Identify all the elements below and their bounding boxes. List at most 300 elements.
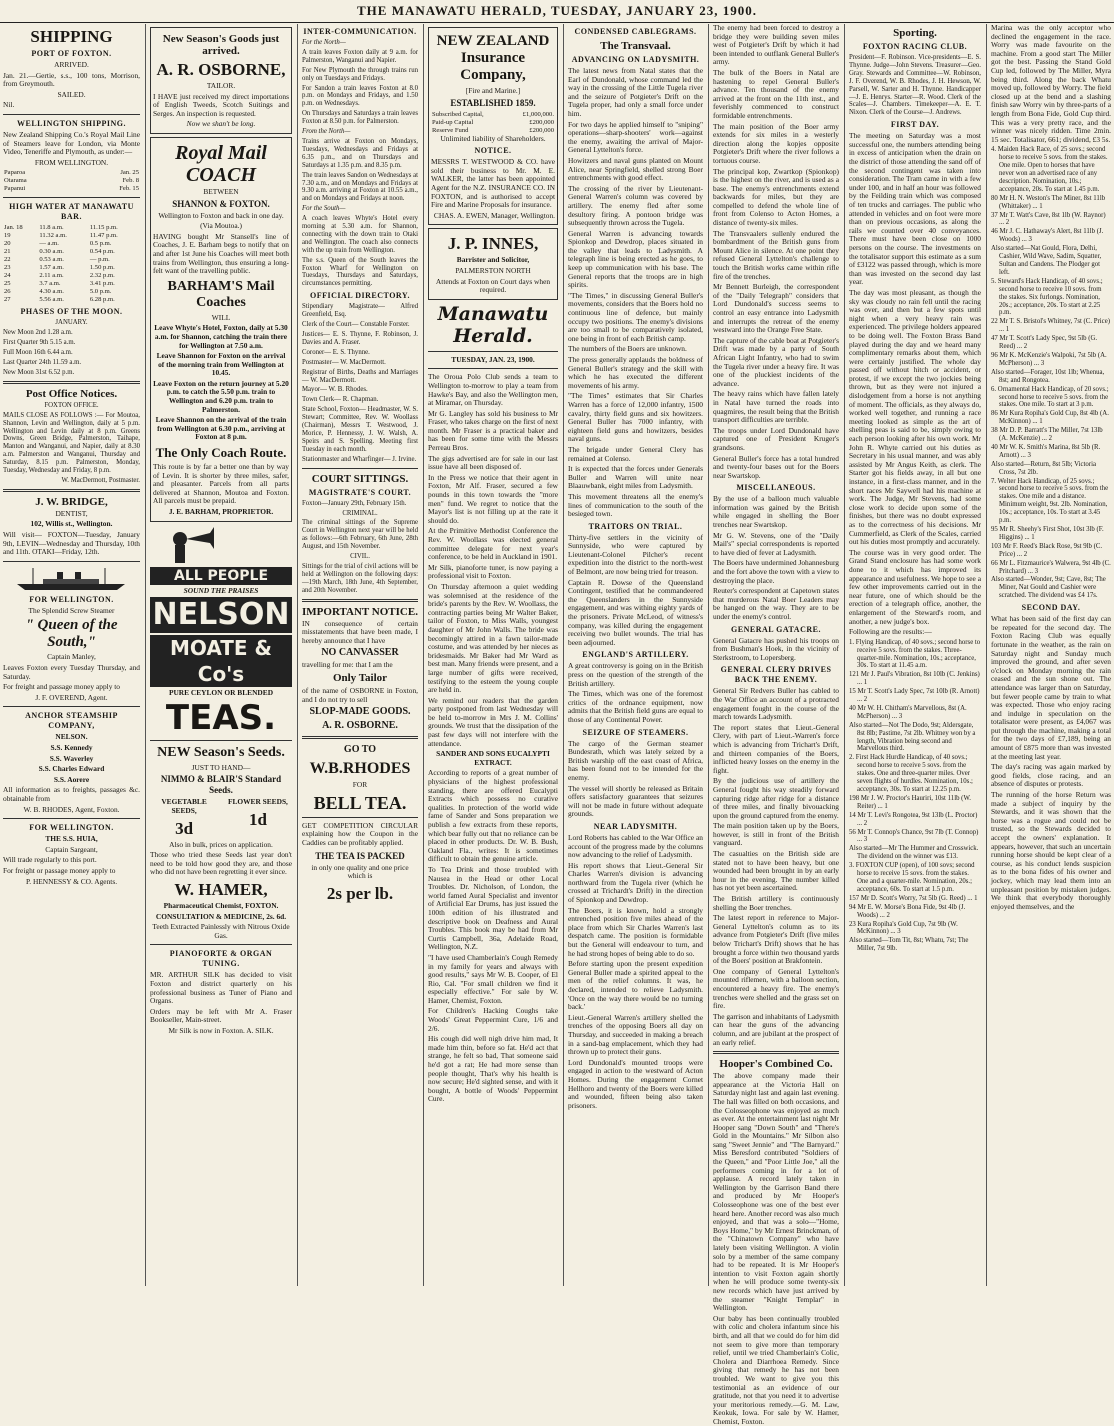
- barham-line: Leave Foxton on the return journey at 5.20 p.m. to catch the 5.50 p.m. train to Wellington and 6.20 p.m. train to Palmerston.: [153, 378, 289, 414]
- article-paragraph: His report shows that Lieut.-General Sir Charles Warren's division is advancing northward from the Tugela river (which he crossed at Trichardt's Drift) in the direction of Spionkop and Dewdrop.: [568, 860, 703, 905]
- important-notice-title: IMPORTANT NOTICE.: [302, 605, 418, 618]
- article-paragraph: Marina was the only acceptor who declined the engagement in the race. Worry was made favourite on the machine. From a good start The Miller got the best. Passing the Stand Gold Cup led, followed by The Miller, Myra being third. Along the back Whatu moved up, followed by Worry. The field closed up at the bend and a slashing finish saw Worry win by three-parts of a length from Bona Fide, Gold Cup third. This was a very pretty race, and the winner was nicely ridden. Time 2min. 15 sec. Totalisator, 661; dividend, £3 5s.: [991, 23, 1111, 144]
- divider: [428, 368, 558, 369]
- race-result: Also started—Return, 8st 5lb; Victoria Cross, 7st 2lb.: [991, 460, 1096, 476]
- directory-holder: E. S. Thynne.: [332, 348, 370, 356]
- tide-cell: 2.32 p.m.: [89, 272, 115, 280]
- divider: [302, 599, 418, 602]
- table-row: [3, 256, 140, 264]
- competition-text: GET COMPETITION CIRCULAR explaining how the Coupon in the Caddies can be profitably applied.: [302, 820, 418, 847]
- article-paragraph: The bulk of the Boers in Natal are hastening to repel General Buller's advance. Ten thousand of the enemy arrived at the front on the 11th inst., and feverishly commenced to construct formidable entrenchments.: [713, 67, 839, 120]
- only-tailor: Only Tailor: [332, 671, 388, 684]
- only-coach-text: This route is by far a better one than by way of Levin. It is shorter by three miles, safer, and pleasanter. Parcels from all parts delivered at Shannon, Moutoa and Foxton. All parcels must be prepaid.: [153, 462, 289, 506]
- article-paragraph: The principal kop, Zwartkop (Spionkop) is the highest on the river, and is used as a base. The enemy's entrenchments extend backwards for miles, but they are compelled to defend the whole line of front from Colenso to Acton Homes, a distance of twenty-six miles.: [713, 166, 839, 228]
- moon-line: Last Quarter 24th 11.59 a.m.: [3, 358, 82, 366]
- tide-table: [3, 224, 140, 304]
- article-paragraph: The day was most pleasant, as though the sky was cloudy no rain fell until the racing was over, and then but a few spots until night when a very heavy rain was experienced. The privilege holders appeared to be doing well. The Foxton Brass Band played during the day and we heard many complimentary remarks about them, which were certainly justified. The whole day passed off without hitch or accident, or protest, if we except the two jockies being thrown, but as they were not injured a dislodgement from a horse is not anything of moment. The officials, as they always do, worked well together, and running a race meeting looked as simple as the art of shelling peas is said to be, simply owing to each person looking after his own work. Mr John R. Whyte carried out his duties as Secretary in his usual manner, and was ably assisted by Mr Angus Keith, as clerk. The Starter got his fields away, in all but one instance, in a first-class manner, and in the short races Mr Saywell had his machine at work. The Judge, Mr Stevens, had some close work to decide upon some of the finishes, but there was no doubt expressed as to the correctness of his decisions. Mr Cummerfield, as Clerk of the Scales, carried out his duties most promptly and accurately.: [849, 287, 981, 547]
- tide-cell: 0.5 p.m.: [89, 240, 112, 248]
- goods-title: New Season's Goods just arrived.: [162, 33, 280, 57]
- article-paragraph: The numbers of the Boers are unknown.: [568, 344, 687, 354]
- steamer-text: The Splendid Screw Steamer: [28, 605, 115, 615]
- article-paragraph: The garrison and inhabitants of Ladysmith can hear the guns of the advancing column, and are jubilant at the prospect of an early relief.: [713, 1011, 839, 1047]
- moate-title: MOATE & Co's: [150, 635, 292, 687]
- article-paragraph: General Gatacre has pushed his troops on from Bushman's Hoek, in the vicinity of Sterkstroom, to Lopersberg.: [713, 635, 839, 662]
- race-result: 4. Maiden Hack Race, of 25 sovs.; second horse to receive 5 sovs. from the stakes. One mile. Open to horses that have never won an advertised race of any description. Nomination, 10s.; acceptance, 20s. To start at 1.45 p.m.: [991, 146, 1108, 193]
- civil-text: Sittings for the trial of civil actions will be held at Wellington on the following days:—19th March, 18th June, 4th September, and 20th November.: [302, 562, 418, 594]
- table-row: [3, 232, 140, 240]
- article-paragraph: The Transvaalers sullenly endured the bombardment of the British guns from Mount Alice in silence. At one point they refused General Lyttelton's challenge to touch the British works came within rifle fire of the trenches.: [713, 228, 839, 281]
- directory-entry: [302, 369, 418, 385]
- editorial-heading: SANDER AND SONS EUCALYPTI EXTRACT.: [436, 749, 550, 767]
- for-north: For the North—: [302, 39, 346, 46]
- article-paragraph: The capture of the cable boat at Potgieter's Drift was made by a party of South African Light Infantry, who had to swim the Tugela river under a heavy fire. It was one of the pluckiest incidents of the advance.: [713, 335, 839, 388]
- for-south: For the South—: [302, 205, 346, 213]
- huia-captain: Captain Sargeant,: [45, 844, 98, 854]
- between-label: BETWEEN: [203, 186, 239, 196]
- directory-title: OFFICIAL DIRECTORY.: [310, 291, 410, 301]
- article-paragraph: A great controversy is going on in the British press on the question of the strength of the British artillery.: [568, 661, 703, 688]
- directory-entry: [302, 331, 418, 347]
- directory-role: State School, Foxton—: [302, 406, 366, 414]
- tide-cell: 22: [4, 256, 11, 264]
- column-5: [565, 24, 706, 1286]
- article-paragraph: The troops under Lord Dundonald have captured one of President Kruger's grandsons.: [713, 425, 839, 452]
- article-paragraph: Captain R. Dowse of the Queensland Contingent, testified that he commandeered the Queenslanders in the Sunnyside engagement, and was withing eighty yards of the prisoners. Private McLeod, of witness's company, was killed during the engagement receiving two bullet wounds. The trial has been adjourned.: [568, 577, 703, 647]
- article-paragraph: The meeting on Saturday was a most successful one, the numbers attending being in excess of anticipation when the drain on the district of those attending the sand off of the second contingent was taken into consideration. The Tram came in with a few under 100, and in half an hour was followed by the Feilding train which was composed of ten trucks and carriages. The public who attended in vehicles and on foot were more than on previous occasions, as along the rails we counted over 40 conveyances. There must have been close on 1000 persons on the course. The investments on the totalisator support this estimate as a sum of £3122 was passed through, which is more than was invested on the second day last year.: [849, 131, 981, 287]
- sailed-label: SAILED.: [57, 89, 86, 99]
- dentist-title: DENTIST,: [55, 508, 88, 518]
- directory-role: Postmaster—: [302, 358, 339, 366]
- article-paragraph: The vessel will shortly be released as Britain offers satisfactory guarantees that seizures will not be made in future without adequate grounds.: [568, 783, 703, 819]
- anchor-title: ANCHOR STEAMSHIP COMPANY,: [25, 711, 118, 731]
- table-row: [3, 248, 140, 256]
- ship-date: Feb. 15: [119, 185, 139, 193]
- notice-label: NOTICE.: [474, 146, 512, 156]
- column-3: [299, 24, 421, 1286]
- article-paragraph: The main position taken up by the Boers, however, is still in front of the British vanguard.: [713, 821, 839, 848]
- article-paragraph: This movement threatens all the enemy's lines of communication to the south of the besieged town.: [568, 491, 703, 519]
- anchor-ship: S.S. Kennedy: [50, 742, 93, 752]
- race-result: 5. Steward's Hack Handicap, of 40 sovs.; second horse to receive 10 sovs. from the stakes. Six furlongs. Nomination, 20s.; acceptance, 20s. To start at 2.25 p.m.: [991, 277, 1103, 317]
- barham-proprietor: J. E. BARHAM, PROPRIETOR.: [168, 507, 274, 516]
- innes-text: Attends at Foxton on Court days when required.: [435, 276, 551, 295]
- liability: Unlimited liability of Shareholders.: [440, 133, 546, 143]
- moon-line: First Quarter 9th 5.15 a.m.: [3, 339, 76, 347]
- only-coach-title: The Only Coach Route.: [155, 445, 287, 461]
- race-result: 40 Mr W. K. Smith's Marina, 8st 5lb (R. Arnott) ... 3: [991, 443, 1101, 459]
- divider: [3, 561, 140, 562]
- from-north: From the North—: [302, 128, 351, 136]
- article-paragraph: The crossing of the river by Lieutenant-General Warren's column was covered by artillery. The enemy fled after some desultory firing. A pontoon bridge was subsequently thrown across the Tugela.: [568, 183, 703, 228]
- race-result: 94 Mr E. W. Morse's Bona Fide, 9st 4lb (J. Woods) ... 2: [849, 903, 966, 919]
- flower-label: FLOWER SEEDS,: [227, 797, 288, 807]
- editorial-paragraph: His cough did well nigh drive him mad, It made him thin, before so fat. He'd act that strange, he felt so bad, That someone said he'd got a rat; He had more sense than people thought, That's why his health is now secure; He'd sighted sense, and with it bought, A bottle of Woods' Peppermint Cure.: [428, 1034, 558, 1104]
- race-result: 46 Mr J. C. Hathaway's Alert, 8st 11lb (J. Woods) ... 3: [991, 228, 1104, 244]
- table-row: [3, 185, 140, 193]
- article-paragraph: By the use of a balloon much valuable information was gained by the British while engaged in shelling the Boer trenches near Swartskop.: [713, 494, 839, 530]
- article-paragraph: The course was in very good order. The Grand Stand enclosure has had some work done to it which has improved its appearance and usefulness. We hope to see a few other improvements carried out in the near future, one of which should be the erection of a telegraph office, another, the enlargement of the Steward's room, and another, a new judge's box.: [849, 547, 981, 626]
- tide-cell: 3.7 a.m.: [39, 280, 61, 288]
- moon-title: PHASES OF THE MOON.: [20, 307, 123, 317]
- directory-entry: [302, 321, 418, 329]
- innes-location: PALMERSTON NORTH: [455, 265, 531, 275]
- capital-table: [431, 111, 555, 135]
- race-result: 96 Mr K. McKenzie's Walpoki, 7st 5lb (A. McPherson) ... 3: [991, 351, 1107, 367]
- column-rule: [708, 24, 709, 1286]
- article-paragraph: The brigade under General Clery has remained at Colenso.: [568, 444, 703, 463]
- editorial-paragraph: "I have used Chamberlain's Cough Remedy in my family for years and always with good results," says Mr W. B. Cooper, of El Rio, Cal. "For small children we find it especially effective." For sale by W. Hamer, Chemist, Foxton.: [428, 952, 558, 1005]
- race-result: 15 Mr T. Scott's Lady Spec, 7st 10lb (R. Arnott) ... 2: [849, 688, 980, 704]
- osborne-text: I HAVE just received my direct importations of English Tweeds, Scotch Suitings and Serges. An inspection is requested.: [153, 91, 289, 118]
- steamer-leaves: Leaves Foxton every Tuesday Thursday, and Saturday.: [3, 663, 140, 681]
- directory-holder: W. B. Rhodes.: [328, 386, 368, 394]
- slop-made: SLOP-MADE GOODS.: [309, 706, 411, 718]
- capital-label: Reserve Fund: [432, 126, 469, 134]
- travelling-text: travelling for me: that I am the: [302, 660, 393, 670]
- article-paragraph: The running of the horse Return was made a subject of inquiry by the Stewards, and it was shown that the horse was a rogue and could not be trusted, so the Stewards decided to accept the owners' explanation. It appears, however, that such an uncertain running horse should be kept clear of a course, as his conduct lends suspicion as to the bona fides of his owner and jockey, which may lead them into an unpleasant position by mistaken judges. We think that everybody thoroughly enjoyed themselves, and the: [991, 790, 1111, 911]
- racing-club-title: FOXTON RACING CLUB.: [862, 42, 968, 51]
- column-rule: [563, 24, 564, 1286]
- now-ready: Now we shan't be long.: [186, 119, 256, 129]
- tide-cell: 0.30 a.m.: [39, 248, 64, 256]
- court-sub: MAGISTRATE'S COURT.: [308, 487, 412, 497]
- race-result: 22 Mr T. S. Bristol's Whitney, 7st (C. Price) ... 1: [991, 318, 1110, 334]
- insurance-sign: CHAS. A. EWEN, Manager, Wellington.: [433, 210, 555, 220]
- tide-cell: 0.54 p.m.: [89, 248, 115, 256]
- bulk-note: Also in bulk, prices on application.: [169, 839, 273, 849]
- anchor-agent: W. B. RHODES, Agent, Foxton.: [23, 804, 120, 814]
- just-to-hand: JUST TO HAND—: [191, 762, 251, 772]
- article-paragraph: Mr Bennett Burleigh, the correspondent of the "Daily Telegraph" considers that Lord Dundonald's success seems to control an easy entrance into Ladysmith and interrupts the retreat of the enemy westward into the Orange Free State.: [713, 282, 839, 335]
- port-title: PORT OF FOXTON.: [31, 49, 112, 58]
- second-day-title: SECOND DAY.: [1021, 603, 1081, 613]
- rhodes-title: W.B.RHODES: [309, 760, 411, 778]
- divider: [302, 817, 418, 818]
- tide-cell: 27: [4, 296, 11, 304]
- seeds-title: NEW Season's Seeds.: [157, 744, 285, 760]
- directory-entry: [302, 359, 418, 367]
- editorial-paragraph: Mr G. Langley has sold his business to Mr Fraser, who takes charge on the first of next month. Mr Fraser is a practical baker and has been for some time with the Messrs Perreau Bros.: [428, 408, 558, 453]
- wellington-shipping-text: New Zealand Shipping Co.'s Royal Mail Line of Steamers leave for London, via Monte Video, Teneriffe and Plymouth, as under:—: [3, 129, 140, 157]
- seed-prices: [150, 798, 292, 840]
- wellington-shipping-title: WELLINGTON SHIPPING.: [17, 118, 126, 128]
- table-row: [431, 111, 555, 119]
- article-paragraph: The cargo of the German steamer Bundesrath, which was lately seized by a British warship off the east coast of Africa, has been found not to be intended for the enemy.: [568, 738, 703, 782]
- one-day: Wellington to Foxton and back in one day.: [158, 210, 284, 220]
- nelson-moate-ad: [150, 525, 292, 736]
- race-result: Also started—Forager, 10st 1lb; Whenua, 8st; and Rongotea.: [991, 368, 1105, 384]
- tide-title: HIGH WATER AT MANAWATU BAR.: [9, 202, 134, 222]
- tide-cell: 11.15 p.m.: [89, 224, 118, 232]
- article-paragraph: General Sir Redvers Buller has cabled to the War Office an account of a protracted engagement fought in the course of the march towards Ladysmith.: [713, 686, 839, 722]
- shipping-title: SHIPPING: [30, 27, 113, 46]
- issue-date: TUESDAY, JAN. 23, 1900.: [451, 354, 535, 364]
- barham-line: Leave Shannon on the arrival of the train from Wellington at 6.30 p.m., arriving at Foxton at 8 p.m.: [155, 415, 287, 442]
- divider: [302, 736, 418, 739]
- flower-price: 1d: [248, 809, 267, 829]
- tide-cell: 24: [4, 272, 11, 280]
- race-result: 6. Ornamental Hack Handicap, of 20 sovs.; second horse to receive 5 sovs. from the stakes. One mile. To start at 3 p.m.: [991, 385, 1109, 409]
- section-heading: GENERAL GATACRE.: [731, 624, 821, 634]
- article-paragraph: The press generally applauds the boldness of General Buller's strategy and the skill with which he has executed the different movements of his army.: [568, 355, 703, 390]
- directory-list: [302, 303, 418, 463]
- race-result: 121 Mr J. Paul's Vibration, 8st 10lb (C. Jenkins) ... 1: [849, 671, 980, 687]
- column-8: [988, 24, 1114, 1286]
- table-row: [3, 288, 140, 296]
- barham-line: Leave Shannon for Foxton on the arrival of the morning train from Wellington at 10.45.: [156, 351, 286, 378]
- go-to: GO TO: [343, 744, 377, 756]
- article-paragraph: What has been said of the first day can be repeated for the second day. The Foxton Racing Club was equally fortunate in the weather, as the rain on Saturday night and Sunday much improved the ground, and after seven o'clock on Monday morning the rain ceased and the sun shone out. The attendance was larger than on Saturday, but fewer people came by train to what was expected. Those who enjoy racing and indulge in speculation on the totalisator were present, as £4,067 was put through the machine, making a total for the two days of £7,189, being an amount of £875 more than was invested at the meeting last year.: [991, 614, 1111, 761]
- race-result: 66 Mr L. Fitzmaurice's Walwera, 9st 4lb (C. Pritchard) ... 3: [991, 559, 1111, 575]
- criminal-text: The criminal sittings of the Supreme Court in Wellington next year will be held as follows:—6th February, 6th June, 28th August, and 15th November.: [302, 519, 418, 551]
- race-result: 3. FOXTON CUP (open), of 100 sovs; second horse to receive 15 sovs. from the stakes. One and a quarter-mile. Nomination, 20s.; acceptance, 60s. To start at 1.5 p.m.: [849, 862, 975, 893]
- coach-info: The s.s. Queen of the South leaves the Foxton Wharf for Wellington on Tuesdays, Thursdays and Saturdays, circumstances permitting.: [302, 256, 418, 288]
- race-result: 95 Mr R. Sheehy's First Shot, 10st 3lb (F. Higgins) ... 1: [991, 526, 1104, 541]
- divider: [3, 114, 140, 115]
- section-heading: GENERAL CLERY DRIVES BACK THE ENEMY.: [720, 665, 832, 685]
- steamship-icon: [13, 566, 131, 592]
- table-row: [3, 272, 140, 280]
- article-paragraph: The day's racing was again marked by good fields, close racing, and an absence of disputes or protests.: [991, 762, 1111, 789]
- train-info: For Sandon a train leaves Foxton at 8.0 p.m. on Mondays and Fridays, and 1.50 p.m. on Wednesdays.: [302, 84, 418, 108]
- hooper-title: Hooper's Combined Co.: [719, 1058, 833, 1071]
- divider: [3, 197, 140, 198]
- teas-title: TEAS.: [165, 697, 277, 738]
- capital-value: £1,000,000.: [522, 110, 554, 118]
- table-row: [3, 240, 140, 248]
- article-paragraph: The latest report in reference to Major-General Lyttelton's column as to its advance from Potgieter's Drift (five miles below Trichart's Drift) shows that he has brought a force within two thousand yards of the Boers' position at Brakfontein.: [713, 913, 839, 966]
- article-paragraph: The casualties on the British side are stated not to have been heavy, but one wounded had been brought in by an early hour in the evening. The number killed has not yet been ascertained.: [713, 849, 839, 893]
- sporting-title: Sporting.: [893, 27, 937, 39]
- race-result: 40 Mr W. H. Chitham's Marvellous, 8st (A. McPherson) ... 3: [849, 704, 967, 720]
- capital-label: Paid-up Capital: [432, 118, 474, 126]
- capital-value: £200,000: [529, 118, 554, 126]
- nimmo-blair: NIMMO & BLAIR'S Standard Seeds.: [160, 774, 282, 796]
- tide-cell: Jan. 18: [4, 224, 23, 232]
- column-rule: [297, 24, 298, 1286]
- article-paragraph: General Buller's force has a total hundred and twenty-four bases out for the Boers near Swartskop.: [713, 453, 839, 480]
- no-canvasser: NO CANVASSER: [321, 647, 399, 659]
- column-7: [846, 24, 984, 1286]
- barham-line: Leave Whyte's Hotel, Foxton, daily at 5.30 a.m. for Shannon, catching the train there for Wellington at 7.50 a.m.: [154, 323, 288, 350]
- royal-mail-title: Royal Mail COACH: [175, 141, 267, 186]
- train-info: Trains arrive at Foxton on Mondays, Tuesdays, Wednesdays and Fridays at 6.35 p.m., and on Thursdays and Saturdays at 1.35 p.m. and 8.35 p.m.: [302, 137, 418, 169]
- race-result: 80 Mr H. N. Weston's The Miner, 8st 11lb (Whittaker) ... 1: [991, 194, 1106, 210]
- article-paragraph: The heavy rains which have fallen lately in Natal have turned the roads into quagmires, the result being that the British transport difficulties are terrible.: [713, 389, 839, 425]
- directory-role: Clerk of the Court—: [302, 321, 359, 329]
- directory-entry: [302, 406, 418, 453]
- divider: [302, 468, 418, 469]
- established: ESTABLISHED 1859.: [450, 97, 536, 108]
- article-paragraph: Howitzers and naval guns planted on Mount Alice, near Springfield, shelled strong Boer entrenchments with good effect.: [568, 155, 703, 183]
- herald-trumpeter-icon: [150, 525, 290, 565]
- editorial-paragraph: The Oroua Polo Club sends a team to Wellington to-morrow to play a team from Hawke's Bay, and also the Wellington men, at Miramar, on Thursday.: [428, 372, 558, 408]
- column-rule: [986, 24, 987, 1286]
- article-paragraph: General Warren is advancing towards Spionkop and Dewdrop, places situated in the valley that leads to Ladysmith. A telegraph line is being erected as he goes, to keep up communication with his base. The General reports that the troops are in high spirits.: [568, 228, 703, 290]
- directory-holder: R. Chapman.: [342, 396, 379, 404]
- article-paragraph: The Times, which was one of the foremost critics of the ordnance equipment, now admits that the British field guns are equal to those of any Continental Power.: [568, 689, 703, 724]
- tide-cell: 2.11 a.m.: [39, 272, 64, 280]
- race-result: Also started—Tom Tit, 8st; Whatu, 7st; The Miller, 7st 9lb.: [849, 937, 969, 953]
- arrived-label: ARRIVED.: [54, 60, 89, 69]
- anchor-ship: S.S. Aorere: [53, 774, 90, 784]
- shannon-foxton: SHANNON & FOXTON.: [172, 198, 270, 209]
- veg-price: 3d: [175, 818, 194, 838]
- tide-cell: 3.41 p.m.: [89, 280, 115, 288]
- directory-holder: J. Irvine.: [392, 455, 417, 463]
- race-result: Also started—Wonder, 9st; Cave, 8st; The Miner, Nat Gould and Cashier were scratched. The dividend was £4 17s.: [991, 576, 1106, 600]
- directory-entry: [302, 303, 418, 319]
- post-office-title: Post Office Notices.: [25, 387, 118, 400]
- directory-holder: Headmaster, W. S. Stewart; Committee, Rev. W. Woollass (Chairman), Messrs T. Westwood, J. Morice, P. Hennessy, J. W. Walsh, A. Speirs and S. Spelling. Meeting first Tuesday in each month.: [302, 406, 418, 453]
- quality-text: in only one quality and one price which is: [311, 862, 409, 881]
- osborne-sign: A. R. OSBORNE.: [322, 720, 398, 732]
- divider: [428, 351, 558, 352]
- insurance-notice: MESSRS T. WESTWOOD & CO. have sold their business to Mr. M. E. WALKER, the latter has been appointed Agent for the N.Z. INSURANCE CO. IN FOXTON, and is authorised to accept Fire and Marine Proposals for insurance.: [431, 157, 555, 210]
- tide-cell: 11.32 a.m.: [39, 232, 67, 240]
- editorial-paragraph: Mr Silk, pianoforte tuner, is now paying a professional visit to Foxton.: [428, 562, 558, 581]
- editorial-paragraph: For Children's Hacking Coughs take Woods' Great Peppermint Cure, 1/6 and 2/6.: [428, 1006, 558, 1033]
- ship-name: Papanui: [4, 185, 26, 193]
- officials: President—F. Robinson. Vice-presidents—E. S. Thynne. Judge—John Stevens. Treasurer—Geo. Gray. Stewards and Committee—W. Robinson, J. F. Overend, W. B. Rhodes, J. H. Hewson, W. Parsell, W. Sarter and H. Thynne. Handicapper—J. E. Henrys. Starter—R. Wood. Clerk of the Scales—J. Chambers. Timekeeper—A. E. T. Nixon. Clerk of the Course—J. Andrews.: [849, 54, 981, 117]
- hamer-title: Pharmaceutical Chemist, FOXTON.: [163, 900, 279, 910]
- article-paragraph: Lord Dundonald's mounted troops were engaged in action to the westward of Acton Homes. During the engagement Cornet Hellhoro and twenty of the Boers were killed and wounded, fifteen being also taken prisoners.: [568, 1057, 703, 1110]
- first-day-title: FIRST DAY.: [890, 120, 940, 130]
- capital-label: Subscribed Capital,: [432, 110, 484, 118]
- directory-holder: E. S. Thynne, F. Robinson, J. Davies and A. Fraser.: [302, 331, 418, 346]
- race-result: 103 Mr F. Reed's Black Rose, 9st 9lb (C. Price) ... 2: [991, 542, 1103, 558]
- anchor-ship: NELSON.: [55, 732, 88, 742]
- tide-cell: 0.53 a.m.: [39, 256, 64, 264]
- directory-entry: [302, 456, 418, 464]
- osborne-firm: of the name of OSBORNE in Foxton, and I do not try to sell: [302, 685, 418, 704]
- tide-cell: 6.28 p.m.: [89, 296, 115, 304]
- article-paragraph: Reuter's correspondent at Capetown states that murderous Natal Boer Leaders may be hanged on the way. They are to be under the enemy's control.: [713, 586, 839, 621]
- table-row: [431, 119, 555, 127]
- ship-name: Paparoa: [4, 169, 26, 177]
- steamer-name: " Queen of the South,": [25, 617, 118, 651]
- teeth-note: Teeth Extracted Painlessly with Nitrous Oxide Gas.: [152, 922, 290, 940]
- race-result: 37 Mr T. Watt's Cave, 8st 1lb (W. Raynor) ... 2: [991, 211, 1106, 227]
- arrived-text: Jan. 21.—Gertie, s.s., 100 tons, Morrison, from Greymouth.: [3, 70, 140, 89]
- divider: [713, 1051, 839, 1054]
- article-paragraph: Lieut.-General Warren's artillery shelled the trenches of the opposing Boers all day on Thursday, and succeeded in making a breach in a sand-bag emplacement, which they had thrown up to protect their guns.: [568, 1012, 703, 1057]
- ship-name: Otarama: [4, 177, 27, 185]
- article-paragraph: The main position of the Boer army extends for six miles in a westerly direction along the kopjes opposite Potgieter's Drift where the river follows a tortuous course.: [713, 121, 839, 165]
- royal-mail-ad: [150, 137, 292, 522]
- table-row: [3, 169, 140, 177]
- editorial-paragraph: According to reports of a great number of physicians of the highest professional standing, there are offered Eucalypti Extracts which possess no curative qualities. In protection of the world wide fame of Sander and Sons preparation we publish a few extracts from these reports, which bear fully out that no reliance can be placed in other products. Dr. W. B. Bush, Oakland Fla., writes: It is sometimes difficult to obtain the genuine article.: [428, 768, 558, 864]
- pure-ceylon: PURE CEYLON OR BLENDED: [168, 688, 274, 698]
- directory-entry: [302, 386, 418, 394]
- article-paragraph: The British artillery is continuously shelling the Boer trenches.: [713, 894, 839, 912]
- court-title: COURT SITTINGS.: [311, 472, 409, 485]
- tide-cell: 20: [4, 240, 11, 248]
- editorial-paragraph: We remind our readers that the garden party postponed from last Wednesday will be held to-morrow in Mrs J. M. Collins' grounds. We trust that the dissipation of the past few days will not interfere with the attendance.: [428, 695, 558, 748]
- race-result: Also started—Not The Dodo, 9st; Aldersgate, 8st 8lb; Pastime, 7st 2lb. Whitney won by a length, Vibration being second and Marvellous third.: [849, 721, 976, 753]
- editorial-paragraph: On Thursday afternoon a quiet wedding was solemnised at the residence of the bride's parents by the Rev. W. Woollass, the contracting parties being Mr Walter Baker, tailor of Foxton, to Miss Walls, youngest daughter of Mr John Walls. The bride was becomingly attired in a fawn tailor-made costume, and was attended by her nieces as bridesmaids. Mr Baker had Mr Ward as best man. Many friends were present, and a large number of gifts were received, testifying to the esteem the young couple are held in.: [428, 581, 558, 695]
- dentist-text: Will visit— FOXTON—Tuesday, January 9th, LEVIN—Wednesday and Thursday, 10th and 11th. OTAKI—Friday, 12th.: [3, 530, 140, 557]
- tide-cell: 1.57 a.m.: [39, 264, 64, 272]
- packed-title: THE TEA IS PACKED: [315, 850, 405, 861]
- barham-title: BARHAM'S Mail Coaches: [167, 278, 275, 310]
- moon-month: JANUARY.: [55, 319, 88, 327]
- capital-value: £200,000: [529, 126, 554, 134]
- tide-cell: 11.8 a.m.: [39, 224, 64, 232]
- inter-title: INTER-COMMUNICATION.: [303, 27, 417, 36]
- section-heading: SEIZURE OF STEAMERS.: [582, 727, 689, 737]
- price-title: 2s per lb.: [326, 883, 394, 903]
- article-paragraph: The Boers have undermined Johannesburg and the fort above the town with a view to destroying the place.: [713, 558, 839, 585]
- via-moutoa: (Via Moutoa.): [200, 221, 242, 231]
- nelson-title: NELSON: [150, 597, 292, 633]
- editorial-paragraph: At the Primitive Methodist Conference the Rev. W. Woollass was elected general committee delegate for next year's conference, to be held in Auckland in 1901.: [428, 526, 558, 562]
- directory-role: Mayor—: [302, 386, 327, 394]
- tide-cell: — a.m.: [39, 240, 59, 248]
- column-rule: [844, 24, 845, 1286]
- race-result: 23 Kura Ropiha's Gold Cup, 7st 9lb (W. McKinnon) ... 3: [849, 920, 958, 936]
- race-result: 2. First Hack Hurdle Handicap, of 40 sovs.; second horse to receive 5 sovs. from the stakes. One and three-quarter miles. Over seven flights of hurdles. Nomination, 10s.; acceptance, 30s. To start at 12.25 p.m.: [849, 754, 973, 793]
- tide-cell: — p.m.: [89, 256, 110, 264]
- article-paragraph: Mr G. W. Stevens, one of the "Daily Mail's" special correspondents is reported to have died of fever at Ladysmith.: [713, 530, 839, 557]
- divider: [150, 944, 292, 945]
- post-office-sub: FOXTON OFFICE.: [44, 401, 99, 409]
- notice-text: IN consequence of certain misstatements that have been made, I hereby announce that I have: [302, 618, 418, 645]
- race-result: 198 Mr J. W. Proctor's Hauriri, 10st 11lb (W. Reiter) ... 1: [849, 794, 971, 810]
- table-row: [3, 264, 140, 272]
- consultation: CONSULTATION & MEDICINE, 2s. 6d.: [155, 911, 287, 921]
- insurance-ad: [428, 27, 558, 225]
- tailor-label: TAILOR.: [206, 81, 236, 90]
- tide-cell: 23: [4, 264, 11, 272]
- article-paragraph: "The Times," in discussing General Buller's movements, considers that the Boers hold no continuous line of defence, but mainly occupy two positions. The enemy's divisions are too small to be comparatively isolated, one being in front of each British camp.: [568, 290, 703, 343]
- huia-text: Will trade regularly to this port.: [3, 855, 97, 865]
- train-info: For New Plymouth the through trains run only on Tuesdays and Fridays.: [302, 66, 418, 82]
- column-rule: [423, 24, 424, 1286]
- moon-line: Full Moon 16th 6.44 a.m.: [3, 349, 73, 357]
- criminal-label: CRIMINAL.: [342, 509, 378, 517]
- flower-seeds: [224, 798, 292, 840]
- innes-name: J. P. INNES,: [447, 234, 539, 254]
- tide-cell: 4.30 a.m.: [39, 288, 64, 296]
- masthead: THE MANAWATU HERALD, TUESDAY, JANUARY 23, 1900.: [0, 0, 1114, 23]
- anchor-ship: S.S. Waverley: [49, 753, 94, 763]
- column-rule: [145, 24, 146, 1286]
- fire-marine: [Fire and Marine.]: [465, 86, 521, 95]
- tide-cell: 26: [4, 288, 11, 296]
- race-result: 38 Mr D. P. Barratt's The Miller, 7st 13lb (A. McKenzie) ... 2: [991, 427, 1103, 443]
- directory-role: Stationmaster and Wharfinger—: [302, 455, 391, 463]
- table-row: [3, 280, 140, 288]
- anchor-info: All information as to freights, passages &c. obtainable from: [3, 785, 140, 803]
- article-paragraph: One company of General Lyttelton's mounted riflemen, with a balloon section, encountered a heavy fire. The enemy's trenches were shelled and the grass set on fire.: [713, 966, 839, 1011]
- piano-text: MR. ARTHUR SILK has decided to visit Foxton and district quarterly on his professional business as Tuner of Piano and Organs.: [150, 970, 292, 1006]
- anchor-ship: S.S. Charles Edward: [38, 764, 105, 774]
- directory-holder: Constable Forster.: [360, 321, 410, 329]
- article-paragraph: "The Times" estimates that Sir Charles Warren has a force of 12,000 infantry, 1500 cavalry, thirty field guns and six howitzers. General Buller has 7000 infantry, with eighteen field guns and howitzers, besides naval guns.: [568, 391, 703, 444]
- editorial-paragraph: To Tea Drink and those troubled with Nausea in the Head or other Local Troubles. Dr. Nicholson, of London, the world famed Aural Specialist and inventor of Artificial Ear Drums, has just issued the 100th edition of his illustrated and descriptive book on Deafness and Aural Troubles. This book may be had from Mr Curtis Campbell, 36a, Adelaide Road, Wellington, N.Z.: [428, 864, 558, 952]
- article-paragraph: Our baby has been continually troubled with colic and cholera infantum since his birth, and all that we could do for him did not seem to give more than temporary relief, until we tried Chamberlain's Colic, Cholera and Diarrhoea Remedy. Since giving that remedy he has not been troubled. We want to give you this testimonial as an evidence of our gratitude, not that you need it to advertise your meritorious remedy.—G. M. Law, Keokuk, Iowa. For sale by W. Hamer, Chemist, Foxton.: [713, 1313, 839, 1426]
- article-paragraph: By the judicious use of artillery the General fought his way steadily forward capturing ridge after ridge for a distance of three miles, and finally bivouacking upon the ground captured from the enemy.: [713, 776, 839, 820]
- tide-cell: 11.47 p.m.: [89, 232, 118, 240]
- race-result: 47 Mr T. Scott's Lady Spec, 9st 5lb (G. Reed) ... 2: [991, 335, 1098, 351]
- directory-role: Registrar of Births, Deaths and Marriages—: [302, 368, 418, 384]
- coach-text: HAVING bought Mr Stansell's line of Coaches, J. E. Barham begs to notify that on and after 1st June his Coaches will meet both trains from Wellington, thus ensuring a long-felt want of the travelling public.: [153, 231, 289, 276]
- results-intro: Following are the results:—: [849, 627, 932, 637]
- divider: [3, 381, 140, 384]
- moon-line: New Moon 31st 6.52 p.m.: [3, 368, 75, 376]
- article-paragraph: The above company made their appearance at the Victoria Hall on Saturday night last and again last evening. The hall was filled on both occasions, and the Colosseophone was enjoyed as much as ever. At the entertainment last night Mr Hooper sang "Down South" and "There's Gold in the Mountains." Mr Silbon also sang "Sweet Jennie" and "The Barnyard." Miss Beresford contributed "Soldiers of the Queen," and "Poor Little Joe," all the performers coming in for a lot of applause. A record lately taken in Wellington by the Garrison Band there and produced by Mr Hooper's Colosseophone was one of the best ever heard here. Another record was also much enjoyed, and that was a solo—"Home, Boys Home," by Mr Ernest Brinckman, of the "Chinatown Company" who have lately been visiting Wellington. A violin solo by a member of the same company had to be repeated. It is Mr Hooper's intention to visit Foxton again shortly when he will produce some twenty-six new records which have just arrived by the steamer "Knight Templar" in Wellington.: [713, 1071, 839, 1313]
